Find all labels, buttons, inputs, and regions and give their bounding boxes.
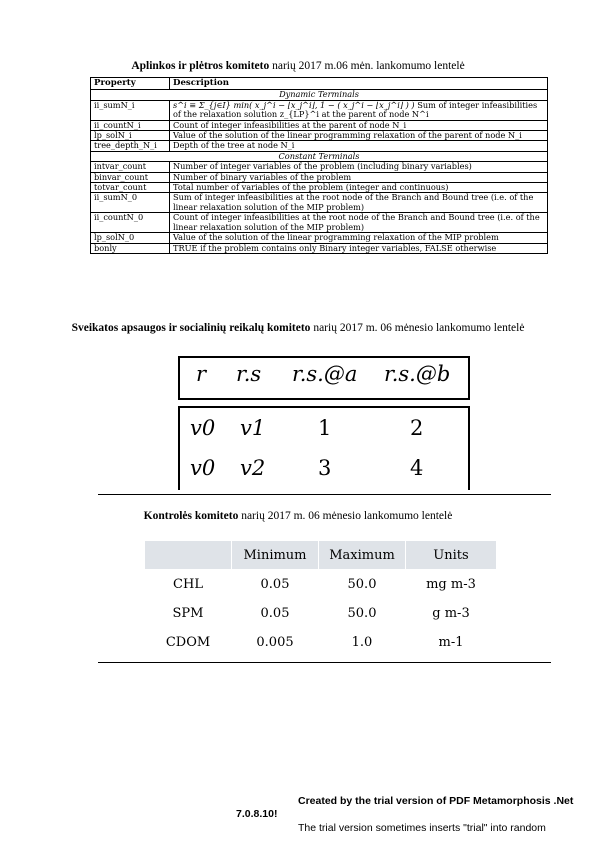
table-row: v0 v2 3 4 bbox=[190, 456, 424, 480]
properties-table bbox=[90, 77, 548, 254]
table-row: ii_sumN_0 Sum of integer infeasibilities at the root node of the Branch and Bound tree (i.e. of the linear relaxation solution of the MIP problem) bbox=[91, 193, 548, 213]
caption-2: Sveikatos apsaugos ir socialinių reikalų komiteto narių 2017 m. 06 mėnesio lankomumo lentelė bbox=[71, 322, 525, 334]
units-table bbox=[145, 541, 497, 657]
table-header-row: Minimum Maximum Units bbox=[145, 541, 497, 570]
header-property: Property bbox=[91, 78, 170, 90]
caption-1: Aplinkos ir plėtros komiteto narių 2017 m.06 mėn. lankomumo lentelė bbox=[131, 60, 465, 72]
table-row: CDOM 0.005 1.0 m-1 bbox=[145, 628, 497, 657]
table-row: lp_solN_0 Value of the solution of the linear programming relaxation of the MIP problem bbox=[91, 233, 548, 243]
trial-notice-line2: 7.0.8.10! bbox=[236, 808, 278, 820]
header-description: Description bbox=[170, 78, 548, 90]
section-constant: Constant Terminals bbox=[91, 151, 548, 161]
table-row: ii_countN_0 Count of integer infeasibilities at the root node of the Branch and Bound tree (i.e. of the linear relaxation solution of the MIP problem) bbox=[91, 213, 548, 233]
table-row: binvar_count Number of binary variables of the problem bbox=[91, 172, 548, 182]
table-row: SPM 0.05 50.0 g m-3 bbox=[145, 599, 497, 628]
section-dynamic: Dynamic Terminals bbox=[91, 90, 548, 100]
trial-notice-line3: The trial version sometimes inserts "trial" into random bbox=[298, 822, 546, 834]
table-row: ii_countN_i Count of integer infeasibilities at the parent of node N_i bbox=[91, 120, 548, 130]
table-row: totvar_count Total number of variables of the problem (integer and continuous) bbox=[91, 183, 548, 193]
table-row: ii_sumN_i s^i ≡ Σ_{j∈I} min( x_j^i − ⌊x_j^i⌋, 1 − ( x_j^i − ⌊x_j^i⌋ ) ) Sum of integer infeasibilities of the relaxation solution z_{LP}^i at the parent of node N^i bbox=[91, 100, 548, 120]
divider bbox=[98, 662, 551, 663]
table-row: bonly TRUE if the problem contains only Binary integer variables, FALSE otherwise bbox=[91, 243, 548, 253]
trial-notice-line1: Created by the trial version of PDF Metamorphosis .Net bbox=[298, 795, 574, 807]
rs-table bbox=[178, 356, 466, 490]
table-row: CHL 0.05 50.0 mg m-3 bbox=[145, 570, 497, 599]
caption-3: Kontrolės komiteto narių 2017 m. 06 mėnesio lankomumo lentelė bbox=[143, 510, 453, 522]
table-row: v0 v1 1 2 bbox=[190, 416, 424, 440]
table-row: lp_solN_i Value of the solution of the linear programming relaxation of the parent of node N_i bbox=[91, 131, 548, 141]
table-row: intvar_count Number of integer variables of the problem (including binary variables) bbox=[91, 162, 548, 172]
rs-table-header: r r.s r.s.@a r.s.@b bbox=[196, 362, 451, 386]
formula: s^i ≡ Σ_{j∈I} min( x_j^i − ⌊x_j^i⌋, 1 − ( x_j^i − ⌊x_j^i⌋ ) ) bbox=[173, 99, 415, 110]
divider bbox=[98, 494, 551, 495]
table-row: tree_depth_N_i Depth of the tree at node N_i bbox=[91, 141, 548, 151]
